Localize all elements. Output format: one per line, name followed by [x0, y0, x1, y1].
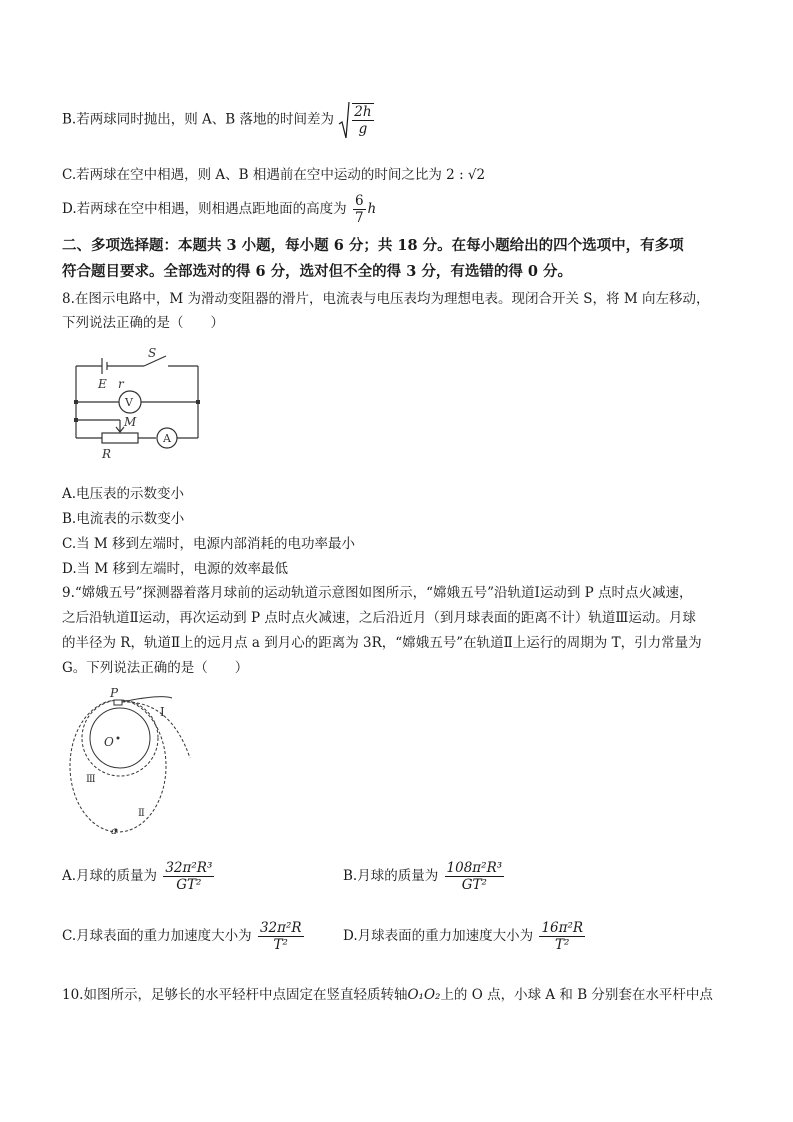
q8-stem-line2: 下列说法正确的是（ ） — [62, 315, 224, 331]
q9-stem-line1: 9.“嫦娥五号”探测器着落月球前的运动轨道示意图如图所示，“嫦娥五号”沿轨道Ⅰ运动到 P 点时点火减速， — [62, 585, 693, 601]
label-o: O — [104, 735, 114, 749]
sqrt-sign-icon — [338, 100, 350, 140]
q9-stem-line4: G。下列说法正确的是（ ） — [62, 660, 249, 676]
label-a-point: a — [111, 826, 117, 836]
label-r: R — [102, 447, 112, 461]
label-a: A — [163, 432, 171, 445]
q9-stem-line3: 的半径为 R，轨道Ⅱ上的远月点 a 到月心的距离为 3R，“嫦娥五号”在轨道Ⅱ上运行的周期为 T，引力常量为 — [62, 635, 702, 651]
label-e: E — [98, 377, 107, 391]
label-p: P — [110, 686, 119, 700]
fraction: $\frac{\text{108π²R³}}{\text{GT²}}$ — [446, 860, 503, 893]
q7-option-b: B.若两球同时抛出，则 A、B 落地的时间差为 $\frac{2h}{g}$ — [62, 100, 376, 140]
q8-option-d: D.当 M 移到左端时，电源的效率最低 — [62, 561, 289, 577]
orbit-diagram — [60, 686, 220, 836]
q8-option-a: A.电压表的示数变小 — [62, 486, 185, 502]
q9-option-a: A.月球的质量为 $\frac{\text{32π²R³}}{\text{GT²}}$ — [62, 860, 213, 893]
circuit-diagram — [62, 344, 212, 464]
fraction: $\frac{6}{7}$ — [354, 193, 364, 226]
fraction: $\frac{\text{16π²R}}{\text{T²}}$ — [541, 920, 584, 953]
label-orbit-iii: Ⅲ — [86, 774, 96, 785]
fraction: $\frac{\text{32π²R³}}{\text{GT²}}$ — [165, 860, 213, 893]
q9-option-c: C.月球表面的重力加速度大小为 $\frac{\text{32π²R}}{\text{T²}}$ — [62, 920, 302, 953]
q8-stem-line1: 8.在图示电路中，M 为滑动变阻器的滑片，电流表与电压表均为理想电表。现闭合开关 S，将 M 向左移动， — [62, 291, 710, 307]
sqrt-expression — [338, 100, 375, 140]
label-r-internal: r — [118, 377, 124, 391]
label-orbit-i: Ⅰ — [160, 705, 165, 719]
section-heading-line2: 符合题目要求。全部选对的得 6 分，选对但不全的得 3 分，有选错的得 0 分。 — [62, 263, 573, 280]
q7-option-c: C.若两球在空中相遇，则 A、B 相遇前在空中运动的时间之比为 2 : √2 — [62, 167, 486, 183]
q8-option-c: C.当 M 移到左端时，电源内部消耗的电功率最小 — [62, 536, 356, 552]
q10-stem-line1: 10.如图所示，足够长的水平轻杆中点固定在竖直轻质转轴O₁O₂上的 O 点，小球 A 和 B 分别套在水平杆中点 — [62, 987, 713, 1003]
label-m: M — [124, 415, 137, 429]
q9-option-d: D.月球表面的重力加速度大小为 $\frac{\text{16π²R}}{\text{T²}}$ — [343, 920, 584, 953]
sqrt-fraction: $\frac{2h}{g}$ — [354, 104, 372, 137]
fraction: $\frac{\text{32π²R}}{\text{T²}}$ — [259, 920, 302, 953]
q9-stem-line2: 之后沿轨道Ⅱ运动，再次运动到 P 点时点火减速，之后沿近月（到月球表面的距离不计）轨道Ⅲ运动。月球 — [62, 610, 696, 626]
q8-option-b: B.电流表的示数变小 — [62, 511, 185, 527]
q9-option-b: B.月球的质量为 $\frac{\text{108π²R³}}{\text{GT²}}$ — [343, 860, 503, 893]
label-orbit-ii: Ⅱ — [138, 808, 145, 819]
section-heading-line1: 二、多项选择题：本题共 3 小题，每小题 6 分；共 18 分。在每小题给出的四个选项中，有多项 — [62, 237, 684, 254]
label-v: V — [125, 396, 133, 409]
q7-option-d: D.若两球在空中相遇，则相遇点距地面的高度为 $\frac{6}{7}$ h — [62, 193, 377, 226]
label-s: S — [148, 346, 157, 360]
